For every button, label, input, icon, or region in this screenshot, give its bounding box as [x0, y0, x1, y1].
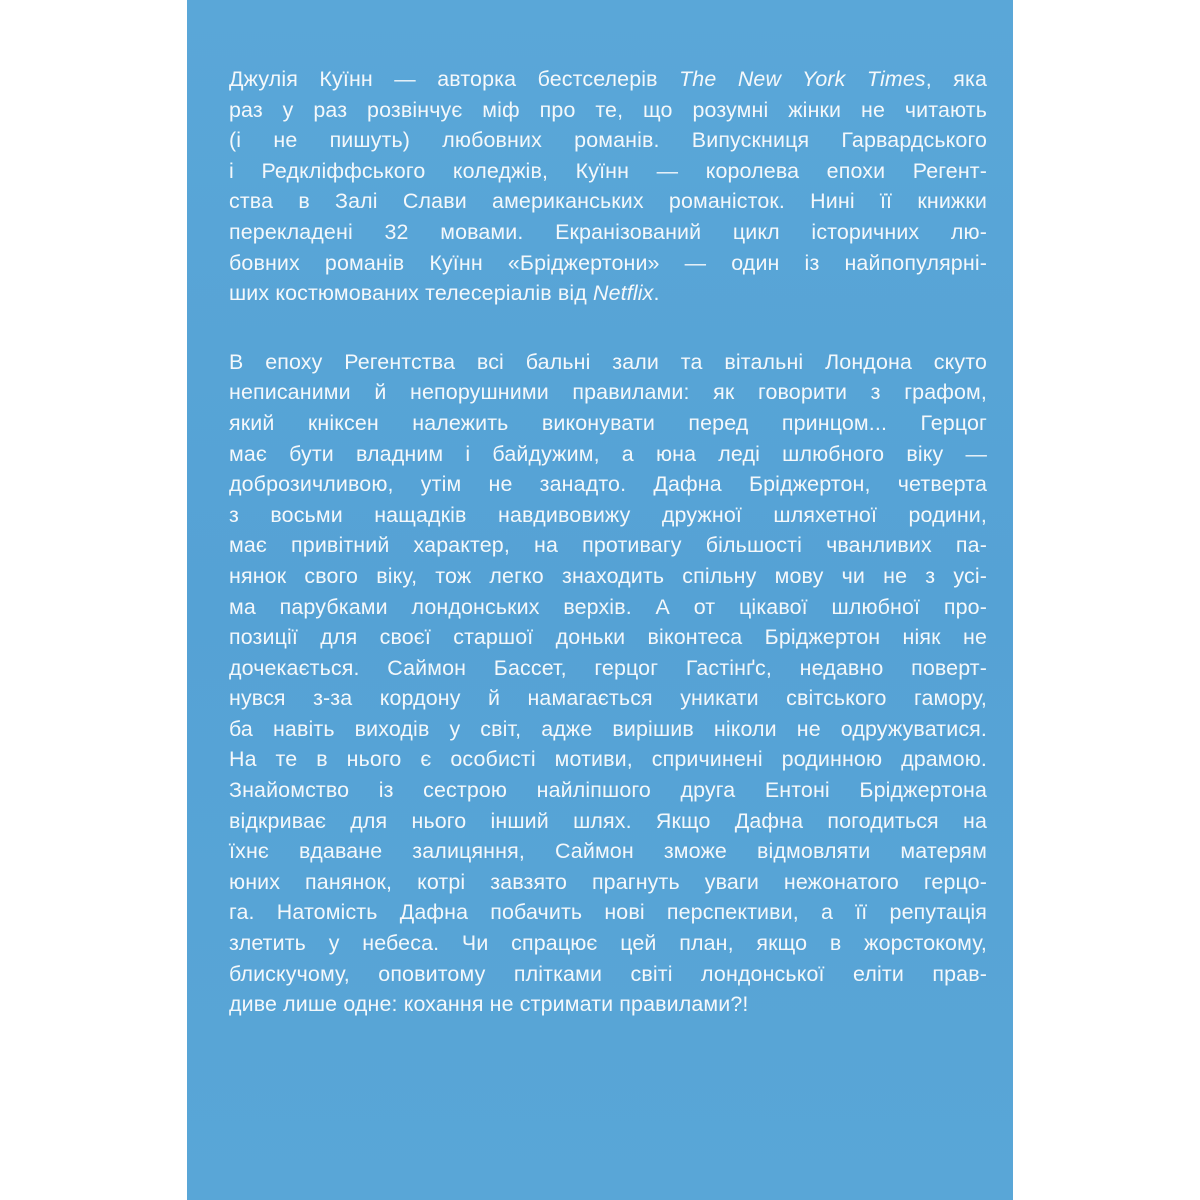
author-bio	[229, 64, 987, 309]
newspaper-title: The New York Times	[679, 67, 926, 91]
book-back-cover	[187, 0, 1013, 1200]
bio-text: , яка	[925, 67, 987, 91]
synopsis-line: відкриває для нього інший шлях. Якщо Дафна погодиться на	[229, 808, 987, 833]
synopsis-line: дочекається. Саймон Бассет, герцог Гастінґс, недавно поверт-	[229, 655, 987, 680]
bio-line	[229, 64, 987, 95]
synopsis-line: нянок свого віку, тож легко знаходить спільну мову чи не з усі-	[229, 563, 987, 588]
synopsis-line: який кніксен належить виконувати перед принцом... Герцог	[229, 410, 987, 435]
synopsis-line: нувся з-за кордону й намагається уникати світського гамору,	[229, 686, 987, 711]
synopsis-line: їхнє вдаване залицяння, Саймон зможе відмовляти матерям	[229, 839, 987, 864]
synopsis-line: злетить у небеса. Чи спрацює цей план, якщо в жорстокому,	[229, 931, 987, 956]
bio-text: .	[653, 281, 660, 306]
bio-line: бовних романів Куїнн «Бріджертони» — один із найпопулярні-	[229, 250, 987, 275]
synopsis-line: В епоху Регентства всі бальні зали та вітальні Лондона скуто	[229, 349, 987, 374]
synopsis-line: з восьми нащадків навдивовижу дружної шляхетної родини,	[229, 502, 987, 527]
synopsis-line: Знайомство із сестрою найліпшого друга Ентоні Бріджертона	[229, 778, 987, 803]
bio-line	[229, 278, 987, 309]
bio-line: (і не пишуть) любовних романів. Випускниця Гарвардського	[229, 128, 987, 153]
synopsis-line: доброзичливою, утім не занадто. Дафна Бріджертон, четверта	[229, 472, 987, 497]
bio-line: ства в Залі Слави американських романісток. Нині її книжки	[229, 189, 987, 214]
synopsis-line: позиції для своєї старшої доньки віконтеса Бріджертон ніяк не	[229, 625, 987, 650]
synopsis-line: блискучому, оповитому плітками світі лондонської еліти прав-	[229, 961, 987, 986]
synopsis-line: неписаними й непорушними правилами: як говорити з графом,	[229, 380, 987, 405]
synopsis-line: має привітний характер, на противагу більшості чванливих па-	[229, 533, 987, 558]
synopsis-line: ба навіть виходів у світ, адже вирішив ніколи не одружуватися.	[229, 716, 987, 741]
netflix-name: Netflix	[593, 281, 654, 306]
bio-text: ших костюмованих телесеріалів від	[229, 281, 593, 306]
synopsis-line: має бути владним і байдужим, а юна леді шлюбного віку —	[229, 441, 987, 466]
synopsis-line: ма парубками лондонських верхів. А от цікавої шлюбної про-	[229, 594, 987, 619]
synopsis-line: юних панянок, котрі завзято прагнуть уваги нежонатого герцо-	[229, 869, 987, 894]
synopsis-line: диве лише одне: кохання не стримати правилами?!	[229, 992, 749, 1017]
bio-text: Джулія Куїнн — авторка бестселерів	[229, 67, 680, 91]
synopsis-line: га. Натомість Дафна побачить нові перспективи, а її репутація	[229, 900, 987, 925]
bio-line: і Редкліффського коледжів, Куїнн — королева епохи Регент-	[229, 158, 987, 183]
bio-line: раз у раз розвінчує міф про те, що розумні жінки не читають	[229, 97, 987, 122]
synopsis-line: На те в нього є особисті мотиви, спричинені родинною драмою.	[229, 747, 987, 772]
bio-line: перекладені 32 мовами. Екранізований цикл історичних лю-	[229, 219, 987, 244]
book-synopsis	[229, 347, 987, 1020]
